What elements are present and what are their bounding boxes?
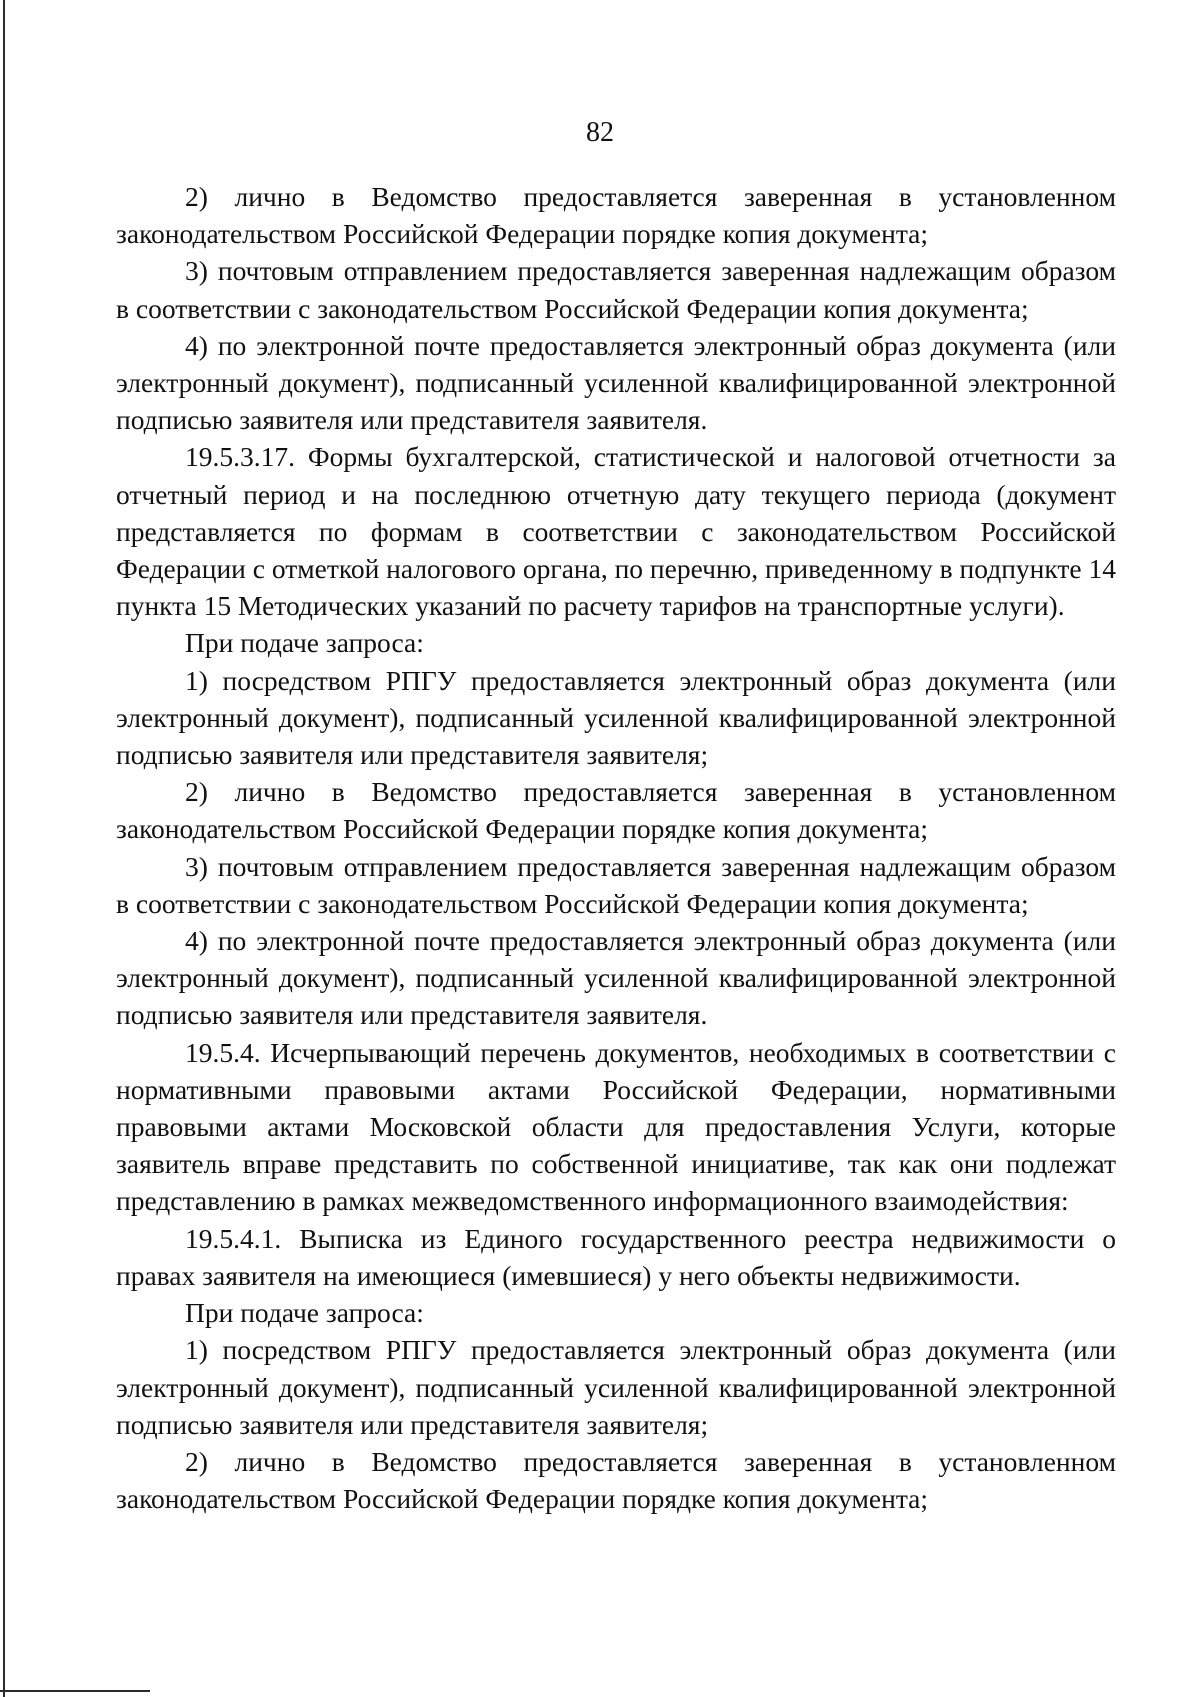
paragraph: 4) по электронной почте предоставляется электронный образ документа (или электронный документ), подписанный усиленной квалифицированной электронной подписью заявителя или представителя заявителя. xyxy=(116,329,1116,436)
paragraph: 3) почтовым отправлением предоставляется заверенная надлежащим образом в соответствии с законодательством Российской Федерации копия документа; xyxy=(116,850,1116,919)
paragraph: 2) лично в Ведомство предоставляется заверенная в установленном законодательством Российской Федерации порядке копия документа; xyxy=(116,1445,1116,1515)
paragraph: При подаче запроса: xyxy=(185,627,424,659)
paragraph: 19.5.4.1. Выписка из Единого государственного реестра недвижимости о правах заявителя на имеющиеся (имевшиеся) у него объекты недвижимости. xyxy=(116,1222,1116,1291)
paragraph: 2) лично в Ведомство предоставляется заверенная в установленном законодательством Российской Федерации порядке копия документа; xyxy=(116,181,1116,250)
paragraph: 4) по электронной почте предоставляется электронный образ документа (или электронный документ), подписанный усиленной квалифицированной электронной подписью заявителя или представителя заявителя. xyxy=(116,925,1116,1031)
document-body xyxy=(116,178,1116,1517)
paragraph: 3) почтовым отправлением предоставляется заверенная надлежащим образом в соответствии с законодательством Российской Федерации копия документа; xyxy=(116,255,1116,324)
paragraph: 2) лично в Ведомство предоставляется заверенная в установленном законодательством Российской Федерации порядке копия документа; xyxy=(116,776,1116,845)
page-number: 82 xyxy=(586,117,614,148)
scan-edge-left xyxy=(3,0,5,1697)
paragraph: 1) посредством РПГУ предоставляется электронный образ документа (или электронный документ), подписанный усиленной квалифицированной электронной подписью заявителя или представителя заявителя; xyxy=(116,1334,1116,1440)
paragraph: 1) посредством РПГУ предоставляется электронный образ документа (или электронный документ), подписанный усиленной квалифицированной электронной подписью заявителя или представителя заявителя; xyxy=(116,664,1116,771)
paragraph: При подаче запроса: xyxy=(185,1297,424,1329)
paragraph: 19.5.3.17. Формы бухгалтерской, статистической и налоговой отчетности за отчетный период и на последнюю отчетную дату текущего периода (документ представляется по формам в соответствии с законодательством Российской Федерации с отметкой налогового органа, по перечню, приведенному в подпункте 14 пункта 15 Методических указаний по расчету тарифов на транспортные услуги). xyxy=(116,441,1116,622)
scan-edge-bottom xyxy=(0,1690,150,1692)
paragraph: 19.5.4. Исчерпывающий перечень документов, необходимых в соответствии с нормативными правовыми актами Российской Федерации, нормативными правовыми актами Московской области для предоставления Услуги, которые заявитель вправе представить по собственной инициативе, так как они подлежат представлению в рамках межведомственного информационного взаимодействия: xyxy=(116,1036,1116,1217)
